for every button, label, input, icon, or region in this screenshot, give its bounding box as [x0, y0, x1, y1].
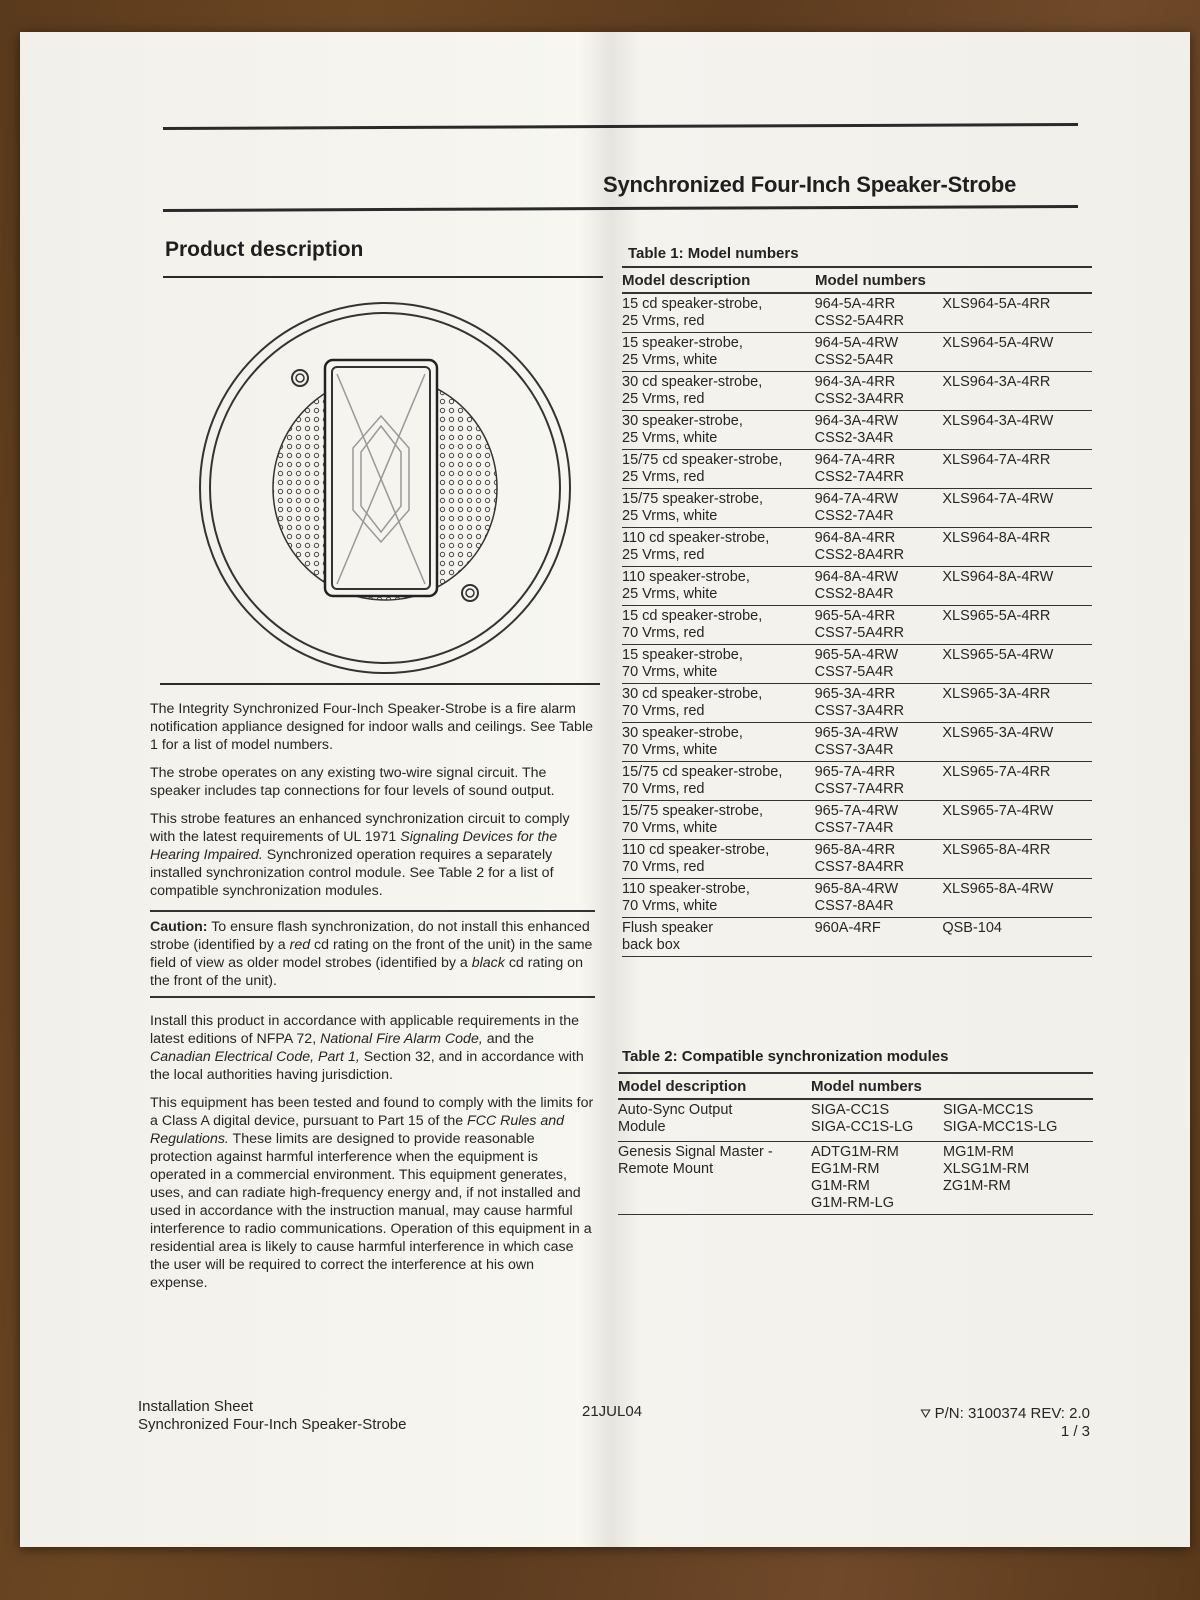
xls-model-number: XLS964-7A-4RR	[942, 452, 1051, 468]
model-number: 964-8A-4RW CSS2-8A4R	[814, 569, 899, 602]
model-description: 15 speaker-strobe, 25 Vrms, white	[622, 335, 743, 368]
footer-right	[880, 1405, 1090, 1441]
model-number: 965-8A-4RR CSS7-8A4RR	[814, 842, 905, 875]
xls-model-number: XLS964-3A-4RW	[942, 413, 1054, 429]
alt-model-number: SIGA-MCC1S SIGA-MCC1S-LG	[943, 1102, 1058, 1135]
screw-icon	[292, 370, 308, 386]
intro-paragraph: The Integrity Synchronized Four-Inch Speaker-Strobe is a fire alarm notification appliance designed for indoor walls and ceilings. See Table 1 for a list of model numbers.	[150, 701, 593, 753]
part-number: ⛛ P/N: 3100374 REV: 2.0	[920, 1405, 1090, 1422]
description-text	[150, 700, 595, 1302]
footer-left	[138, 1398, 406, 1434]
model-number: 964-7A-4RR CSS2-7A4RR	[814, 452, 905, 485]
sync-paragraph: This strobe features an enhanced synchronization circuit to comply with the latest requirements of UL 1971 Signaling Devices for the Hearing Impaired. Synchronized operation requires a separately installed synchronization control module. See Table 2 for a list of compatible synchronization modules.	[150, 811, 570, 899]
alt-model-number: MG1M-RM XLSG1M-RM ZG1M-RM	[943, 1144, 1030, 1194]
caution-box: Caution: To ensure flash synchronization, do not install this enhanced strobe (identified by a red cd rating on the front of the unit) in the same field of view as older model strobes (identified by a black cd rating on the front of the unit).	[150, 910, 595, 998]
table-row	[622, 606, 1092, 645]
table-row	[622, 645, 1092, 684]
model-number: 964-5A-4RR CSS2-5A4RR	[814, 296, 905, 329]
xls-model-number: XLS965-7A-4RW	[942, 803, 1054, 819]
model-description: 15 cd speaker-strobe, 25 Vrms, red	[622, 296, 763, 329]
table-row	[618, 1100, 1093, 1142]
model-description: 15/75 speaker-strobe, 70 Vrms, white	[622, 803, 764, 836]
xls-model-number: XLS965-7A-4RR	[942, 764, 1051, 780]
table1-header	[622, 266, 1092, 294]
xls-model-number: XLS965-3A-4RW	[942, 725, 1054, 741]
xls-model-number: XLS965-8A-4RR	[942, 842, 1051, 858]
xls-model-number: XLS964-7A-4RW	[942, 491, 1054, 507]
table2-caption: Table 2: Compatible synchronization modules	[622, 1048, 949, 1065]
col-model-numbers: Model numbers	[815, 272, 926, 289]
logo-icon: ⛛	[920, 1406, 935, 1421]
model-number: 965-3A-4RW CSS7-3A4R	[814, 725, 899, 758]
model-description: 15 cd speaker-strobe, 70 Vrms, red	[622, 608, 763, 641]
xls-model-number: XLS965-5A-4RR	[942, 608, 1051, 624]
model-number: 965-5A-4RR CSS7-5A4RR	[814, 608, 905, 641]
xls-model-number: XLS964-5A-4RW	[942, 335, 1054, 351]
col-model-numbers: Model numbers	[811, 1078, 922, 1095]
model-description: 110 cd speaker-strobe, 25 Vrms, red	[622, 530, 770, 563]
model-number: 964-7A-4RW CSS2-7A4R	[814, 491, 899, 524]
model-number: 964-3A-4RW CSS2-3A4R	[814, 413, 899, 446]
footer-sheet-type: Installation Sheet	[138, 1398, 254, 1415]
table-row	[622, 684, 1092, 723]
table-row	[622, 840, 1092, 879]
footer-product: Synchronized Four-Inch Speaker-Strobe	[138, 1416, 407, 1433]
model-number: 964-3A-4RR CSS2-3A4RR	[814, 374, 905, 407]
model-number: 960A-4RF	[814, 920, 881, 936]
xls-model-number: XLS964-8A-4RR	[942, 530, 1051, 546]
model-description: 110 speaker-strobe, 70 Vrms, white	[622, 881, 750, 914]
page-title: Synchronized Four-Inch Speaker-Strobe	[603, 172, 1017, 197]
table1	[622, 266, 1092, 957]
table-row	[622, 372, 1092, 411]
circuit-paragraph: The strobe operates on any existing two-wire signal circuit. The speaker includes tap connections for four levels of sound output.	[150, 765, 555, 799]
xls-model-number: XLS965-8A-4RW	[942, 881, 1054, 897]
model-description: 15/75 cd speaker-strobe, 25 Vrms, red	[622, 452, 783, 485]
model-description: 15/75 cd speaker-strobe, 70 Vrms, red	[622, 764, 783, 797]
model-description: 110 speaker-strobe, 25 Vrms, white	[622, 569, 750, 602]
xls-model-number: QSB-104	[942, 920, 1002, 936]
table-row	[618, 1142, 1093, 1215]
model-number: SIGA-CC1S SIGA-CC1S-LG	[811, 1102, 914, 1135]
screw-icon-2	[462, 585, 478, 601]
table-row	[622, 801, 1092, 840]
section-heading: Product description	[165, 238, 364, 261]
model-description: Flush speaker back box	[622, 920, 714, 953]
model-description: 30 cd speaker-strobe, 70 Vrms, red	[622, 686, 763, 719]
table-row	[622, 918, 1092, 957]
caution-label: Caution:	[150, 919, 208, 935]
model-description: 15 speaker-strobe, 70 Vrms, white	[622, 647, 743, 680]
install-paragraph: Install this product in accordance with applicable requirements in the latest editions of NFPA 72, National Fire Alarm Code, and the Canadian Electrical Code, Part 1, Section 32, and in accordance with the local authorities having jurisdiction.	[150, 1013, 584, 1083]
page-number: 1 / 3	[1060, 1423, 1090, 1440]
table2-header	[618, 1072, 1093, 1100]
model-number: 965-7A-4RW CSS7-7A4R	[814, 803, 899, 836]
model-number: 965-8A-4RW CSS7-8A4R	[814, 881, 899, 914]
xls-model-number: XLS965-3A-4RR	[942, 686, 1051, 702]
model-number: 965-7A-4RR CSS7-7A4RR	[814, 764, 905, 797]
model-number: 965-5A-4RW CSS7-5A4R	[814, 647, 899, 680]
table-row	[622, 528, 1092, 567]
illus-rule	[160, 683, 600, 685]
model-description: 30 speaker-strobe, 25 Vrms, white	[622, 413, 743, 446]
xls-model-number: XLS964-3A-4RR	[942, 374, 1051, 390]
table-row	[622, 411, 1092, 450]
footer-date: 21JUL04	[582, 1403, 643, 1420]
fcc-paragraph: This equipment has been tested and found to comply with the limits for a Class A digital device, pursuant to Part 15 of the FCC Rules and Regulations. These limits are designed to provide reasonable protection against harmful interference when the equipment is operated in a commercial environment. This equipment generates, uses, and can radiate high-frequency energy and, if not installed and used in accordance with the instruction manual, may cause harmful interference to radio communications. Operation of this equipment in a residential area is likely to cause harmful interference in which case the user will be required to correct the interference at his own expense.	[150, 1095, 594, 1291]
col-model-description: Model description	[622, 272, 751, 289]
xls-model-number: XLS964-8A-4RW	[942, 569, 1054, 585]
model-number: ADTG1M-RM EG1M-RM G1M-RM G1M-RM-LG	[811, 1144, 899, 1211]
model-description: Genesis Signal Master - Remote Mount	[618, 1144, 773, 1177]
table2	[618, 1072, 1093, 1215]
table-row	[622, 567, 1092, 606]
table-row	[622, 333, 1092, 372]
col-model-description: Model description	[618, 1078, 747, 1095]
model-number: 964-8A-4RR CSS2-8A4RR	[814, 530, 905, 563]
model-number: 964-5A-4RW CSS2-5A4R	[814, 335, 899, 368]
xls-model-number: XLS965-5A-4RW	[942, 647, 1054, 663]
table-row	[622, 723, 1092, 762]
model-description: 30 cd speaker-strobe, 25 Vrms, red	[622, 374, 763, 407]
table1-caption: Table 1: Model numbers	[628, 245, 799, 262]
table-row	[622, 879, 1092, 918]
heading-rule	[163, 276, 603, 278]
model-number: 965-3A-4RR CSS7-3A4RR	[814, 686, 905, 719]
table-row	[622, 762, 1092, 801]
xls-model-number: XLS964-5A-4RR	[942, 296, 1051, 312]
model-description: 30 speaker-strobe, 70 Vrms, white	[622, 725, 743, 758]
table-row	[622, 489, 1092, 528]
speaker-strobe-illustration	[195, 298, 575, 678]
model-description: 15/75 speaker-strobe, 25 Vrms, white	[622, 491, 764, 524]
table-row	[622, 294, 1092, 333]
model-description: Auto-Sync Output Module	[618, 1102, 733, 1135]
model-description: 110 cd speaker-strobe, 70 Vrms, red	[622, 842, 770, 875]
table-row	[622, 450, 1092, 489]
